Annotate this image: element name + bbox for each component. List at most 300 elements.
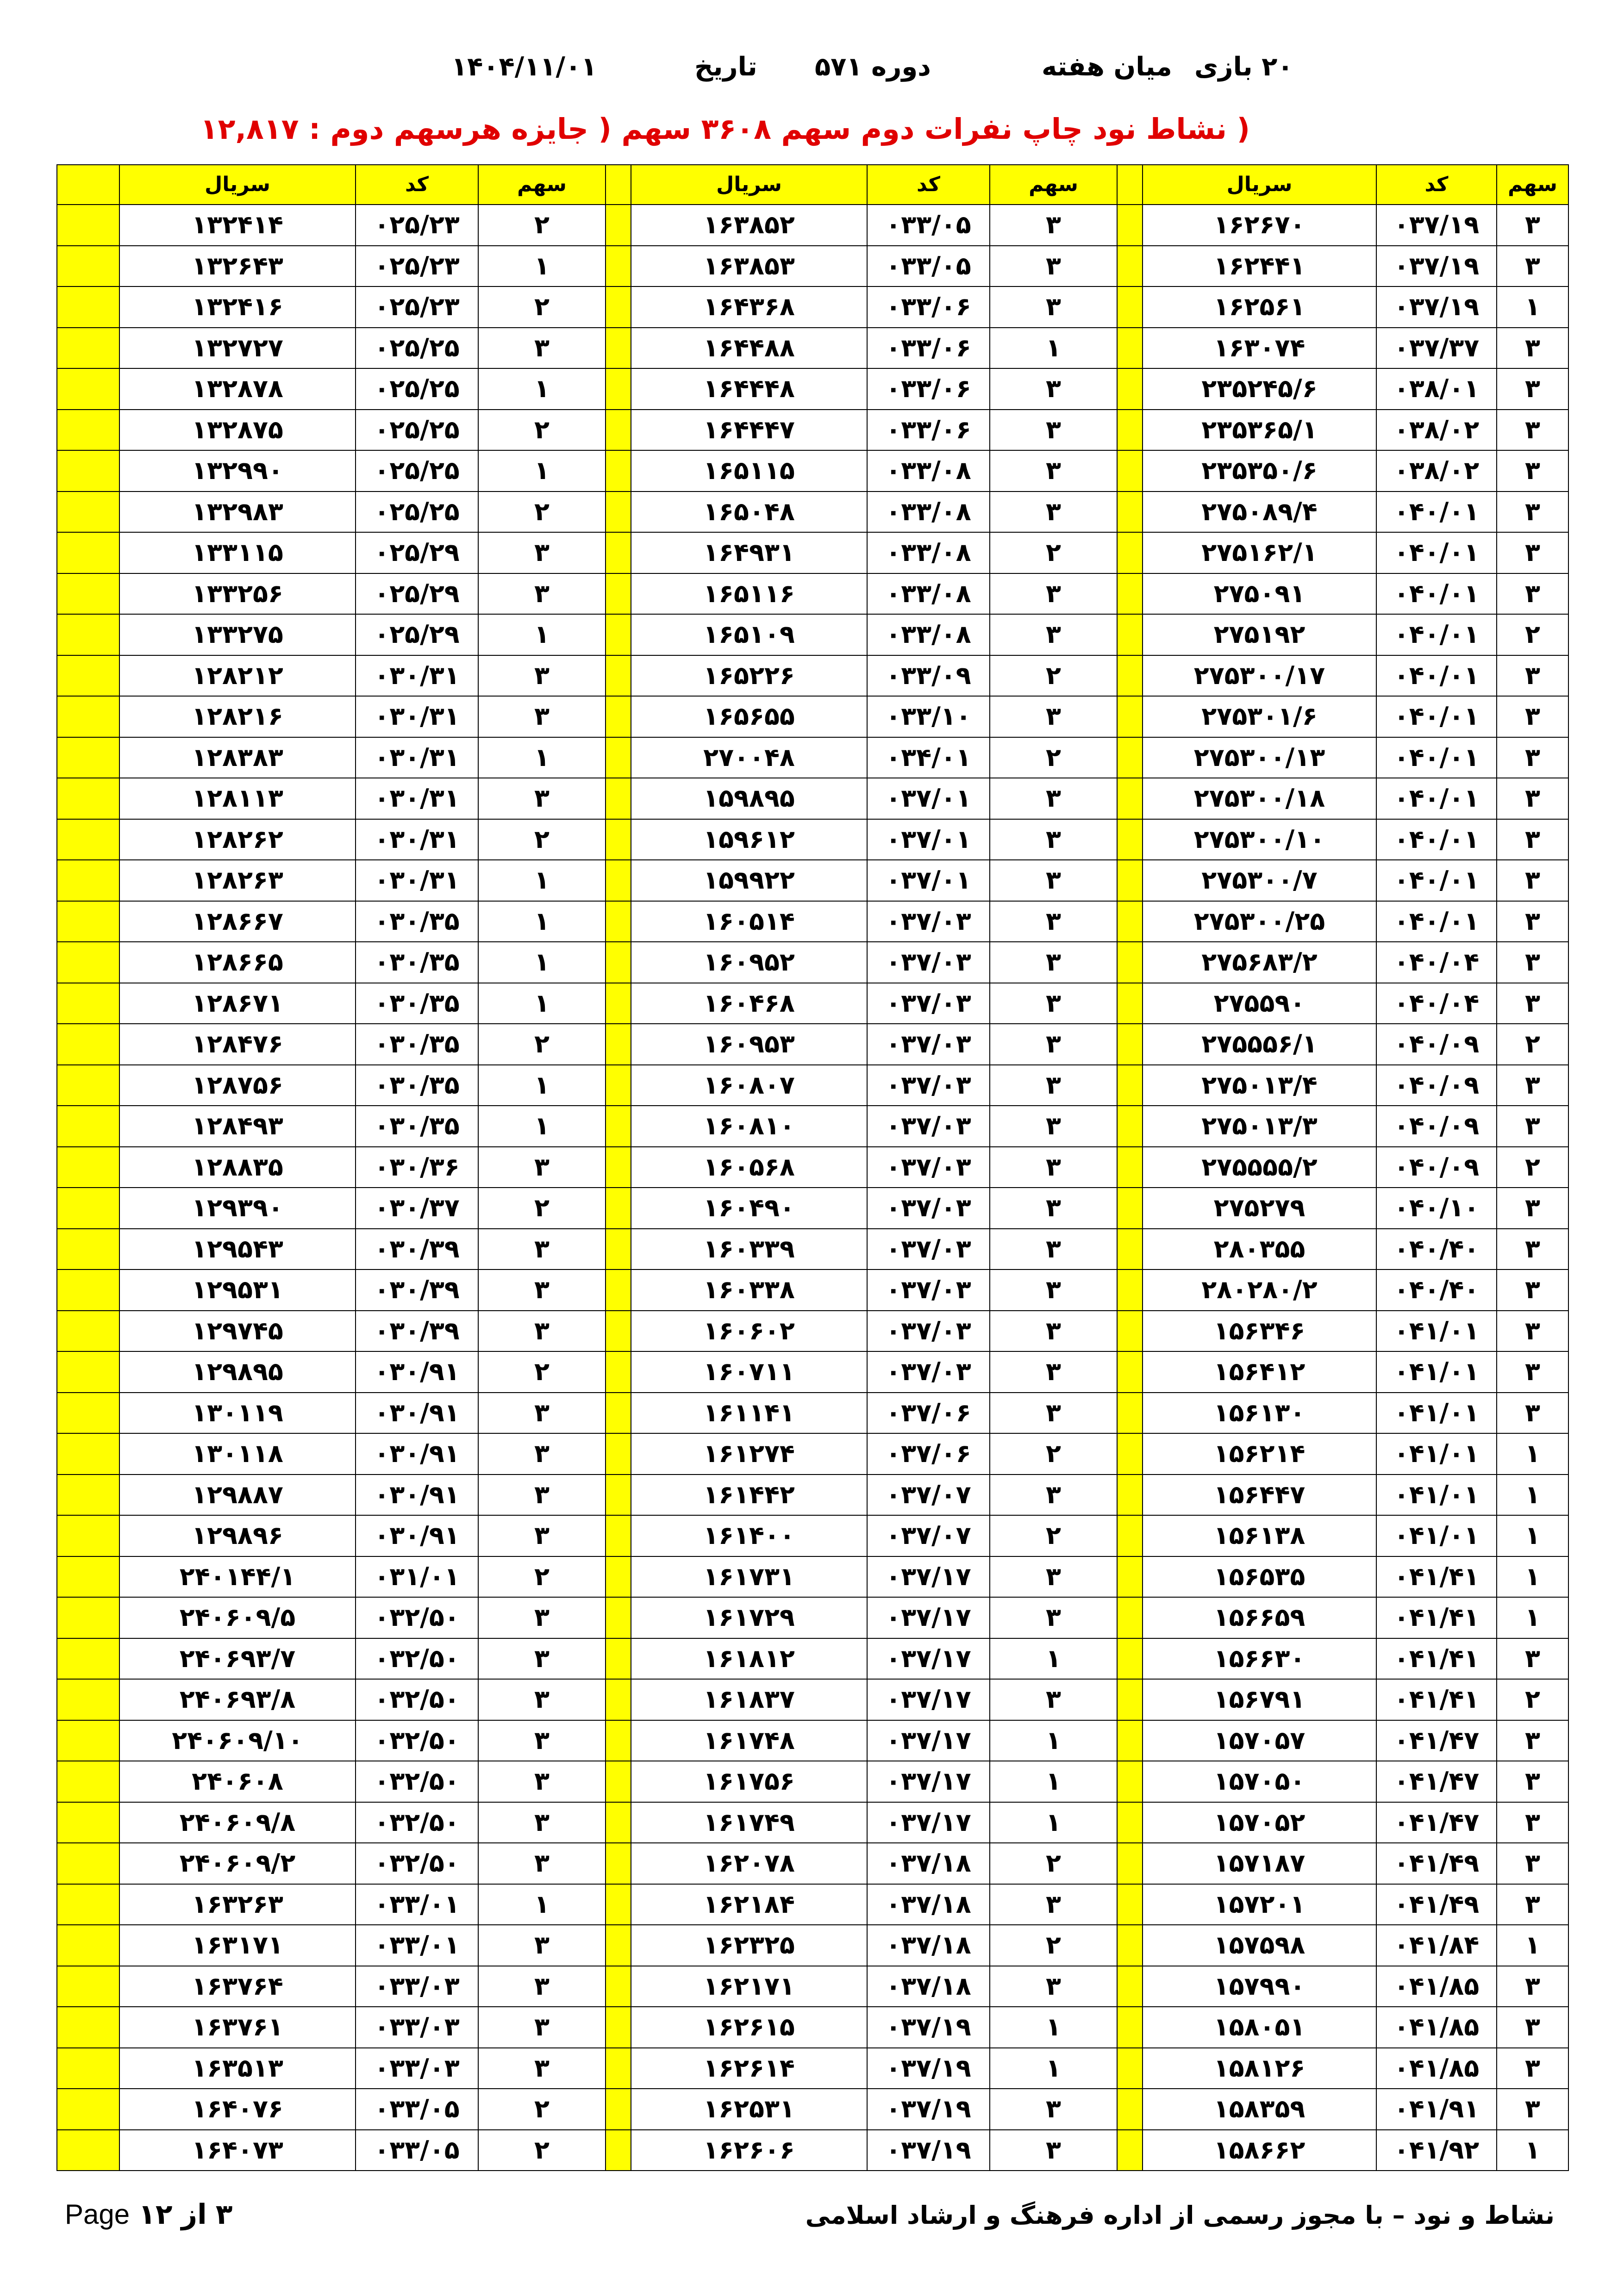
serial-cell: ۲۸۰۳۵۵ — [1143, 1229, 1376, 1270]
group-spacer — [57, 532, 119, 573]
group-spacer — [606, 286, 631, 328]
group-spacer — [57, 165, 119, 205]
share-cell: ۳ — [990, 819, 1117, 860]
code-cell: ۰۳۳/۰۳ — [356, 2007, 478, 2048]
code-cell: ۰۳۷/۱۹ — [867, 2007, 990, 2048]
group-spacer — [57, 1679, 119, 1720]
table-row — [57, 737, 1568, 778]
code-cell: ۰۳۷/۱۸ — [867, 1966, 990, 2007]
code-cell: ۰۳۰/۳۹ — [356, 1311, 478, 1352]
share-cell: ۳ — [990, 1106, 1117, 1147]
code-cell: ۰۴۰/۰۹ — [1376, 1065, 1497, 1106]
serial-cell: ۲۴۰۶۰۸ — [119, 1761, 356, 1802]
header-line — [0, 52, 1624, 103]
share-cell: ۳ — [990, 1351, 1117, 1393]
page-total: ۱۲ — [138, 2198, 173, 2231]
code-cell: ۰۳۰/۳۱ — [356, 696, 478, 737]
serial-cell: ۱۳۲۸۷۸ — [119, 368, 356, 410]
group-spacer — [606, 2007, 631, 2048]
serial-cell: ۱۶۲۳۲۵ — [631, 1925, 867, 1966]
code-cell: ۰۳۰/۳۱ — [356, 860, 478, 901]
serial-cell: ۲۴۰۶۰۹/۲ — [119, 1843, 356, 1884]
serial-cell: ۱۲۹۸۸۷ — [119, 1475, 356, 1516]
share-cell: ۳ — [990, 1393, 1117, 1434]
group-spacer — [606, 410, 631, 451]
code-cell: ۰۳۳/۰۶ — [867, 410, 990, 451]
table-row — [57, 1679, 1568, 1720]
serial-cell: ۱۶۵۰۴۸ — [631, 492, 867, 533]
share-cell: ۳ — [478, 1475, 606, 1516]
share-cell: ۱ — [1497, 1556, 1568, 1598]
group-spacer — [57, 1475, 119, 1516]
code-cell: ۰۴۱/۹۲ — [1376, 2130, 1497, 2171]
group-spacer — [57, 2048, 119, 2089]
code-cell: ۰۴۰/۰۱ — [1376, 737, 1497, 778]
serial-cell: ۱۳۲۹۸۳ — [119, 492, 356, 533]
share-cell: ۳ — [1497, 983, 1568, 1024]
serial-cell: ۱۶۱۴۴۲ — [631, 1475, 867, 1516]
serial-cell: ۱۵۷۰۵۲ — [1143, 1802, 1376, 1843]
date-label: تاریخ — [694, 52, 757, 82]
code-cell: ۰۳۰/۳۵ — [356, 901, 478, 942]
group-spacer — [57, 1351, 119, 1393]
share-cell: ۱ — [478, 901, 606, 942]
share-cell: ۳ — [1497, 1966, 1568, 2007]
serial-cell: ۲۳۵۲۴۵/۶ — [1143, 368, 1376, 410]
code-cell: ۰۴۰/۰۱ — [1376, 778, 1497, 819]
serial-cell: ۱۳۰۱۱۹ — [119, 1393, 356, 1434]
group-spacer — [606, 1515, 631, 1556]
code-cell: ۰۳۲/۵۰ — [356, 1843, 478, 1884]
serial-cell: ۱۶۱۷۴۸ — [631, 1720, 867, 1761]
serial-cell: ۱۶۳۸۵۳ — [631, 246, 867, 287]
code-cell: ۰۳۲/۵۰ — [356, 1679, 478, 1720]
group-spacer — [1117, 1311, 1143, 1352]
serial-cell: ۲۷۵۰۸۹/۴ — [1143, 492, 1376, 533]
group-spacer — [606, 860, 631, 901]
table-row — [57, 942, 1568, 983]
serial-cell: ۱۵۸۱۲۶ — [1143, 2048, 1376, 2089]
midweek-label: میان هفته — [1042, 52, 1172, 82]
share-cell: ۳ — [990, 246, 1117, 287]
share-cell: ۳ — [990, 1188, 1117, 1229]
group-spacer — [606, 737, 631, 778]
table-row — [57, 1638, 1568, 1680]
group-spacer — [1117, 246, 1143, 287]
share-cell: ۱ — [478, 942, 606, 983]
serial-cell: ۲۴۰۶۰۹/۱۰ — [119, 1720, 356, 1761]
table-row — [57, 778, 1568, 819]
code-cell: ۰۳۰/۹۱ — [356, 1351, 478, 1393]
serial-cell: ۱۲۸۷۵۶ — [119, 1065, 356, 1106]
serial-cell: ۱۶۱۷۴۹ — [631, 1802, 867, 1843]
publisher-note: نشاط و نود – با مجوز رسمی از اداره فرهنگ و ارشاد اسلامی — [805, 2201, 1555, 2230]
group-spacer — [57, 901, 119, 942]
table-row — [57, 1106, 1568, 1147]
code-cell: ۰۳۷/۰۳ — [867, 983, 990, 1024]
share-cell: ۳ — [1497, 573, 1568, 615]
serial-cell: ۱۵۹۸۹۵ — [631, 778, 867, 819]
table-row — [57, 532, 1568, 573]
group-spacer — [57, 1884, 119, 1925]
serial-cell: ۱۵۶۲۱۴ — [1143, 1433, 1376, 1475]
share-cell: ۱ — [478, 1065, 606, 1106]
share-cell: ۳ — [990, 2089, 1117, 2130]
code-cell: ۰۳۰/۳۱ — [356, 819, 478, 860]
serial-cell: ۱۶۴۰۷۶ — [119, 2089, 356, 2130]
serial-cell: ۱۳۰۱۱۸ — [119, 1433, 356, 1475]
group-spacer — [606, 819, 631, 860]
serial-cell: ۱۲۹۷۴۵ — [119, 1311, 356, 1352]
serial-cell: ۱۳۳۲۵۶ — [119, 573, 356, 615]
group-spacer — [606, 901, 631, 942]
share-cell: ۱ — [478, 983, 606, 1024]
serial-cell: ۱۶۲۶۱۵ — [631, 2007, 867, 2048]
group-spacer — [57, 1761, 119, 1802]
table-row — [57, 1966, 1568, 2007]
code-cell: ۰۳۲/۵۰ — [356, 1638, 478, 1680]
share-cell: ۳ — [1497, 246, 1568, 287]
share-cell: ۳ — [990, 942, 1117, 983]
code-cell: ۰۴۱/۰۱ — [1376, 1393, 1497, 1434]
serial-cell: ۱۶۰۵۱۴ — [631, 901, 867, 942]
share-cell: ۱ — [1497, 1515, 1568, 1556]
code-cell: ۰۲۵/۲۵ — [356, 328, 478, 369]
serial-cell: ۱۲۹۵۴۳ — [119, 1229, 356, 1270]
group-spacer — [606, 1761, 631, 1802]
code-cell: ۰۴۱/۴۱ — [1376, 1597, 1497, 1638]
code-cell: ۰۲۵/۲۹ — [356, 532, 478, 573]
group-spacer — [606, 2048, 631, 2089]
share-cell: ۳ — [990, 901, 1117, 942]
share-cell: ۳ — [990, 860, 1117, 901]
share-cell: ۳ — [478, 1802, 606, 1843]
serial-cell: ۱۵۷۲۰۱ — [1143, 1884, 1376, 1925]
serial-cell: ۱۶۵۱۱۵ — [631, 450, 867, 492]
share-cell: ۱ — [1497, 2130, 1568, 2171]
serial-cell: ۱۶۵۶۵۵ — [631, 696, 867, 737]
share-cell: ۳ — [478, 1229, 606, 1270]
serial-cell: ۲۴۰۶۰۹/۵ — [119, 1597, 356, 1638]
share-cell: ۳ — [478, 1393, 606, 1434]
group-spacer — [606, 246, 631, 287]
serial-cell: ۲۷۵۲۷۹ — [1143, 1188, 1376, 1229]
share-cell: ۳ — [1497, 450, 1568, 492]
code-cell: ۰۴۰/۰۴ — [1376, 983, 1497, 1024]
share-cell: ۳ — [1497, 737, 1568, 778]
serial-cell: ۱۳۲۴۱۶ — [119, 286, 356, 328]
table-row — [57, 1188, 1568, 1229]
share-cell: ۲ — [990, 1843, 1117, 1884]
group-spacer — [57, 696, 119, 737]
group-spacer — [1117, 1802, 1143, 1843]
code-cell: ۰۴۱/۰۱ — [1376, 1475, 1497, 1516]
code-cell: ۰۳۷/۱۸ — [867, 1884, 990, 1925]
group-spacer — [606, 1966, 631, 2007]
group-spacer — [1117, 1556, 1143, 1598]
group-spacer — [606, 696, 631, 737]
serial-cell: ۱۶۲۶۷۰ — [1143, 205, 1376, 246]
group-spacer — [1117, 901, 1143, 942]
serial-cell: ۱۲۹۸۹۵ — [119, 1351, 356, 1393]
share-cell: ۱ — [478, 614, 606, 655]
serial-cell: ۱۵۷۹۹۰ — [1143, 1966, 1376, 2007]
share-cell: ۲ — [478, 1188, 606, 1229]
serial-cell: ۱۶۰۷۱۱ — [631, 1351, 867, 1393]
share-cell: ۳ — [990, 1229, 1117, 1270]
group-spacer — [606, 1843, 631, 1884]
share-cell: ۳ — [478, 1147, 606, 1188]
share-cell: ۲ — [478, 410, 606, 451]
code-cell: ۰۳۷/۱۷ — [867, 1597, 990, 1638]
table-row — [57, 1884, 1568, 1925]
group-spacer — [1117, 532, 1143, 573]
serial-cell: ۱۵۸۶۶۲ — [1143, 2130, 1376, 2171]
serial-cell: ۱۶۵۱۰۹ — [631, 614, 867, 655]
table-row — [57, 2089, 1568, 2130]
table-row — [57, 2130, 1568, 2171]
table-row — [57, 410, 1568, 451]
code-cell: ۰۴۱/۰۱ — [1376, 1433, 1497, 1475]
serial-cell: ۲۷۵۳۰۰/۱۸ — [1143, 778, 1376, 819]
code-cell: ۰۳۷/۰۳ — [867, 1188, 990, 1229]
share-cell: ۳ — [990, 778, 1117, 819]
code-cell: ۰۴۱/۴۱ — [1376, 1556, 1497, 1598]
group-spacer — [606, 1065, 631, 1106]
col-share-header: سهم — [990, 165, 1117, 205]
serial-cell: ۱۲۸۲۶۲ — [119, 819, 356, 860]
code-cell: ۰۳۷/۱۸ — [867, 1843, 990, 1884]
code-cell: ۰۴۱/۰۱ — [1376, 1351, 1497, 1393]
code-cell: ۰۴۱/۰۱ — [1376, 1311, 1497, 1352]
code-cell: ۰۳۷/۱۸ — [867, 1925, 990, 1966]
code-cell: ۰۲۵/۲۵ — [356, 368, 478, 410]
serial-cell: ۲۷۵۶۸۳/۲ — [1143, 942, 1376, 983]
group-spacer — [606, 942, 631, 983]
col-serial-header: سریال — [1143, 165, 1376, 205]
code-cell: ۰۳۷/۰۱ — [867, 819, 990, 860]
code-cell: ۰۳۲/۵۰ — [356, 1720, 478, 1761]
serial-cell: ۱۶۴۴۸۸ — [631, 328, 867, 369]
share-cell: ۳ — [1497, 205, 1568, 246]
group-spacer — [1117, 2130, 1143, 2171]
serial-cell: ۱۵۶۶۵۹ — [1143, 1597, 1376, 1638]
serial-cell: ۱۶۵۱۱۶ — [631, 573, 867, 615]
code-cell: ۰۳۳/۰۵ — [356, 2089, 478, 2130]
share-cell: ۳ — [990, 450, 1117, 492]
code-cell: ۰۳۳/۰۵ — [867, 246, 990, 287]
code-cell: ۰۳۷/۰۶ — [867, 1393, 990, 1434]
serial-cell: ۱۵۶۶۳۰ — [1143, 1638, 1376, 1680]
group-spacer — [1117, 614, 1143, 655]
group-spacer — [1117, 1475, 1143, 1516]
share-cell: ۲ — [478, 492, 606, 533]
share-cell: ۲ — [990, 532, 1117, 573]
share-cell: ۳ — [1497, 1638, 1568, 1680]
table-row — [57, 246, 1568, 287]
code-cell: ۰۳۳/۰۶ — [867, 368, 990, 410]
code-cell: ۰۴۰/۰۱ — [1376, 655, 1497, 697]
code-cell: ۰۴۰/۰۱ — [1376, 696, 1497, 737]
share-cell: ۱ — [478, 1884, 606, 1925]
share-cell: ۱ — [990, 1761, 1117, 1802]
code-cell: ۰۳۷/۱۷ — [867, 1679, 990, 1720]
share-cell: ۳ — [1497, 696, 1568, 737]
serial-cell: ۱۲۹۳۹۰ — [119, 1188, 356, 1229]
group-spacer — [606, 1269, 631, 1311]
code-cell: ۰۳۱/۰۱ — [356, 1556, 478, 1598]
serial-cell: ۱۶۴۴۴۷ — [631, 410, 867, 451]
group-spacer — [606, 1802, 631, 1843]
share-cell: ۳ — [478, 1843, 606, 1884]
group-spacer — [1117, 1843, 1143, 1884]
table-row — [57, 1843, 1568, 1884]
serial-cell: ۱۶۰۴۶۸ — [631, 983, 867, 1024]
code-cell: ۰۳۳/۰۸ — [867, 573, 990, 615]
share-cell: ۳ — [478, 2048, 606, 2089]
serial-cell: ۱۶۰۹۵۳ — [631, 1024, 867, 1065]
page-number: ۳ — [215, 2198, 233, 2231]
share-cell: ۲ — [478, 1351, 606, 1393]
serial-cell: ۲۷۵۱۹۲ — [1143, 614, 1376, 655]
serial-cell: ۱۶۱۸۱۲ — [631, 1638, 867, 1680]
serial-cell: ۱۳۳۱۱۵ — [119, 532, 356, 573]
share-cell: ۳ — [990, 1475, 1117, 1516]
serial-cell: ۲۷۵۳۰۰/۷ — [1143, 860, 1376, 901]
code-cell: ۰۳۷/۱۷ — [867, 1720, 990, 1761]
code-cell: ۰۴۱/۴۷ — [1376, 1802, 1497, 1843]
serial-cell: ۱۶۳۷۶۴ — [119, 1966, 356, 2007]
code-cell: ۰۳۷/۰۳ — [867, 1269, 990, 1311]
share-cell: ۳ — [1497, 1269, 1568, 1311]
group-spacer — [606, 983, 631, 1024]
serial-cell: ۱۵۹۹۲۲ — [631, 860, 867, 901]
serial-cell: ۲۷۵۳۰۰/۱۳ — [1143, 737, 1376, 778]
group-spacer — [606, 532, 631, 573]
group-spacer — [606, 1229, 631, 1270]
serial-cell: ۱۲۸۲۱۲ — [119, 655, 356, 697]
group-spacer — [606, 1556, 631, 1598]
serial-cell: ۱۶۴۳۶۸ — [631, 286, 867, 328]
group-spacer — [57, 2089, 119, 2130]
share-cell: ۳ — [478, 573, 606, 615]
share-cell: ۲ — [1497, 1679, 1568, 1720]
group-spacer — [57, 328, 119, 369]
code-cell: ۰۳۷/۰۷ — [867, 1475, 990, 1516]
col-serial-header: سریال — [631, 165, 867, 205]
serial-cell: ۱۶۴۰۷۳ — [119, 2130, 356, 2171]
share-cell: ۳ — [990, 1311, 1117, 1352]
code-cell: ۰۳۷/۱۷ — [867, 1638, 990, 1680]
share-cell: ۲ — [1497, 1024, 1568, 1065]
table-row — [57, 614, 1568, 655]
group-spacer — [57, 368, 119, 410]
prize-subtitle: ( نشاط نود چاپ نفرات دوم سهم ۳۶۰۸ سهم ( جایزه هرسهم دوم : ۱۲,۸۱۷ — [200, 112, 1250, 146]
code-cell: ۰۳۳/۰۶ — [867, 286, 990, 328]
table-row — [57, 1515, 1568, 1556]
code-cell: ۰۳۰/۳۹ — [356, 1229, 478, 1270]
table-row — [57, 2048, 1568, 2089]
col-code-header: کد — [867, 165, 990, 205]
serial-cell: ۱۵۸۳۵۹ — [1143, 2089, 1376, 2130]
share-cell: ۳ — [478, 1638, 606, 1680]
group-spacer — [1117, 1393, 1143, 1434]
share-cell: ۳ — [478, 1966, 606, 2007]
group-spacer — [1117, 328, 1143, 369]
period-label: دوره ۵۷۱ — [815, 52, 931, 82]
code-cell: ۰۳۷/۰۳ — [867, 1147, 990, 1188]
group-spacer — [57, 1720, 119, 1761]
group-spacer — [57, 573, 119, 615]
table-row — [57, 1556, 1568, 1598]
serial-cell: ۱۶۵۲۲۶ — [631, 655, 867, 697]
serial-cell: ۲۳۵۳۶۵/۱ — [1143, 410, 1376, 451]
share-cell: ۳ — [1497, 1843, 1568, 1884]
code-cell: ۰۴۰/۰۱ — [1376, 614, 1497, 655]
group-spacer — [57, 1147, 119, 1188]
serial-cell: ۱۵۶۱۳۸ — [1143, 1515, 1376, 1556]
serial-cell: ۱۵۶۴۴۷ — [1143, 1475, 1376, 1516]
group-spacer — [606, 492, 631, 533]
serial-cell: ۱۳۲۸۷۵ — [119, 410, 356, 451]
code-cell: ۰۳۰/۳۵ — [356, 983, 478, 1024]
code-cell: ۰۴۰/۴۰ — [1376, 1269, 1497, 1311]
share-cell: ۱ — [1497, 1433, 1568, 1475]
code-cell: ۰۳۷/۰۳ — [867, 1065, 990, 1106]
serial-cell: ۱۵۸۰۵۱ — [1143, 2007, 1376, 2048]
group-spacer — [57, 1229, 119, 1270]
group-spacer — [57, 942, 119, 983]
serial-cell: ۱۵۶۱۳۰ — [1143, 1393, 1376, 1434]
code-cell: ۰۲۵/۲۳ — [356, 286, 478, 328]
group-spacer — [1117, 1966, 1143, 2007]
serial-cell: ۱۲۸۳۸۳ — [119, 737, 356, 778]
code-cell: ۰۳۷/۱۹ — [1376, 246, 1497, 287]
share-cell: ۳ — [990, 1065, 1117, 1106]
group-spacer — [57, 983, 119, 1024]
group-spacer — [57, 1597, 119, 1638]
group-spacer — [1117, 655, 1143, 697]
serial-cell: ۱۲۸۸۳۵ — [119, 1147, 356, 1188]
serial-cell: ۲۳۵۳۵۰/۶ — [1143, 450, 1376, 492]
code-cell: ۰۳۰/۳۱ — [356, 778, 478, 819]
code-cell: ۰۴۰/۴۰ — [1376, 1229, 1497, 1270]
serial-cell: ۱۲۹۵۳۱ — [119, 1269, 356, 1311]
share-cell: ۳ — [1497, 1761, 1568, 1802]
code-cell: ۰۲۵/۲۹ — [356, 573, 478, 615]
code-cell: ۰۳۳/۱۰ — [867, 696, 990, 737]
share-cell: ۳ — [1497, 2007, 1568, 2048]
group-spacer — [606, 1433, 631, 1475]
table-row — [57, 1393, 1568, 1434]
serial-cell: ۱۶۲۶۰۶ — [631, 2130, 867, 2171]
code-cell: ۰۳۷/۱۹ — [867, 2130, 990, 2171]
code-cell: ۰۳۸/۰۱ — [1376, 368, 1497, 410]
group-spacer — [1117, 1884, 1143, 1925]
group-spacer — [606, 1106, 631, 1147]
serial-cell: ۱۶۰۵۶۸ — [631, 1147, 867, 1188]
group-spacer — [606, 328, 631, 369]
group-spacer — [57, 1024, 119, 1065]
group-spacer — [1117, 450, 1143, 492]
serial-cell: ۱۳۲۹۹۰ — [119, 450, 356, 492]
share-cell: ۱ — [478, 860, 606, 901]
code-cell: ۰۳۰/۳۵ — [356, 942, 478, 983]
share-cell: ۳ — [478, 1433, 606, 1475]
table-row — [57, 492, 1568, 533]
serial-cell: ۱۲۸۴۷۶ — [119, 1024, 356, 1065]
share-cell: ۳ — [478, 1597, 606, 1638]
